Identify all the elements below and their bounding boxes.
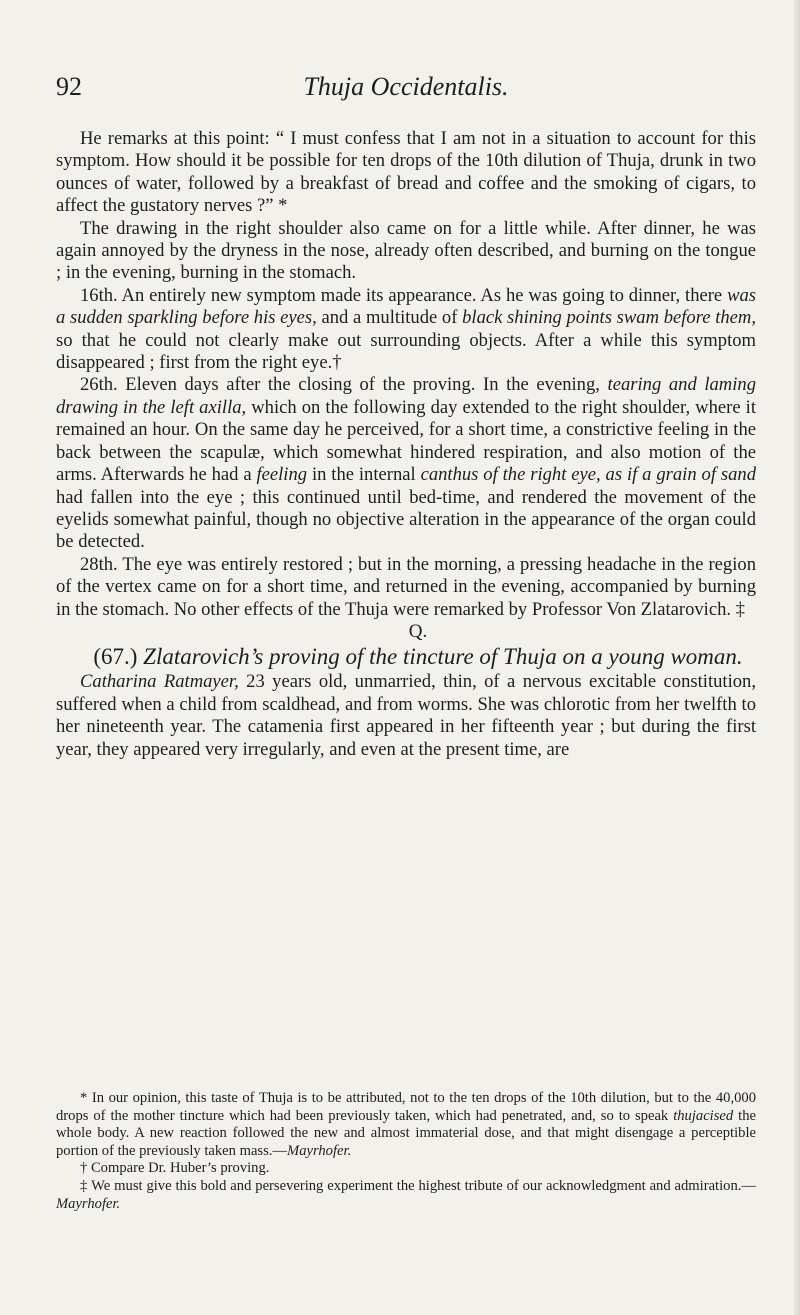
- paragraph: 16th. An entirely new symptom made its appearance. As he was going to dinner, there was a sudden sparkling before his eyes, and a multitude of black shining points swam before them, so that he could not clearly make out surrounding objects. After a while this symptom disappeared ; first from the right eye.†: [56, 284, 756, 374]
- paragraph: He remarks at this point: “ I must confess that I am not in a situation to account for this symptom. How should it be possible for ten drops of the 10th dilution of Thuja, drunk in two ounces of water, followed by a breakfast of bread and coffee and the smoking of cigars, to affect the gustatory nerves ?” *: [56, 128, 756, 217]
- paragraph: 26th. Eleven days after the closing of the proving. In the evening, tearing and laming drawing in the left axilla, which on the following day extended to the right shoulder, where it remained an hour. On the same day he perceived, for a short time, a constrictive feeling in the back between the scapulæ, which somewhat hindered respiration, and also motion of the arms. Afterwards he had a feeling in the internal canthus of the right eye, as if a grain of sand had fallen into the eye ; this continued until bed-time, and rendered the movement of the eyelids somewhat painful, though no objective alteration in the appearance of the organ could be detected.: [56, 374, 756, 553]
- paragraph: 28th. The eye was entirely restored ; but in the morning, a pressing headache in the region of the vertex came on for a short time, and returned in the evening, accompanied by burning in the stomach. No other effects of the Thuja were remarked by Professor Von Zlatarovich. ‡: [56, 553, 756, 620]
- running-title: Thuja Occidentalis.: [303, 72, 509, 101]
- section-number: (67.): [93, 644, 138, 670]
- section-letter: Q.: [408, 620, 428, 642]
- italic-phrase: canthus of the right eye, as if a grain of sand: [420, 464, 756, 486]
- italic-phrase: feeling: [256, 464, 308, 486]
- footnote: * In our opinion, this taste of Thuja is to be attributed, not to the ten drops of the 10th dilution, but to the 40,000 drops of the mother tincture which had been previously taken, which had penetrated, and, so to speak thujacised the whole body. A new reaction followed the new and almost immaterial dose, and that might disengage a perceptible portion of the previously taken mass.—Mayrhofer.: [56, 1090, 756, 1159]
- footnotes: [56, 1090, 756, 1213]
- footnote: † Compare Dr. Huber’s proving.: [80, 1160, 270, 1177]
- paragraph: Catharina Ratmayer, 23 years old, unmarried, thin, of a nervous excitable constitution, suffered when a child from scaldhead, and from worms. She was chlorotic from her twelfth to her nineteenth year. The catamenia first appeared in her fifteenth year ; but during the first year, they appeared very irregularly, and even at the present time, are: [56, 671, 756, 760]
- running-head: [56, 72, 756, 112]
- section-title: Zlatarovich’s proving of the tincture of Thuja on a young woman.: [143, 644, 743, 670]
- body-text: [56, 128, 756, 761]
- page-number: 92: [56, 72, 82, 101]
- section-heading: [56, 643, 756, 671]
- paragraph: The drawing in the right shoulder also came on for a little while. After dinner, he was again annoyed by the dryness in the nose, already often described, and burning on the tongue ; in the evening, burning in the stomach.: [56, 217, 756, 284]
- footnote: ‡ We must give this bold and persevering experiment the highest tribute of our acknowledgment and admiration.—Mayrhofer.: [56, 1177, 756, 1212]
- italic-phrase: black shining points swam before them,: [462, 307, 756, 329]
- italic-name: Catharina Ratmayer,: [80, 671, 239, 693]
- italic-phrase: was a sudden sparkling before his eyes,: [56, 284, 756, 329]
- italic-phrase: tearing and laming drawing in the left axilla,: [56, 374, 756, 418]
- page-edge: [794, 0, 800, 1315]
